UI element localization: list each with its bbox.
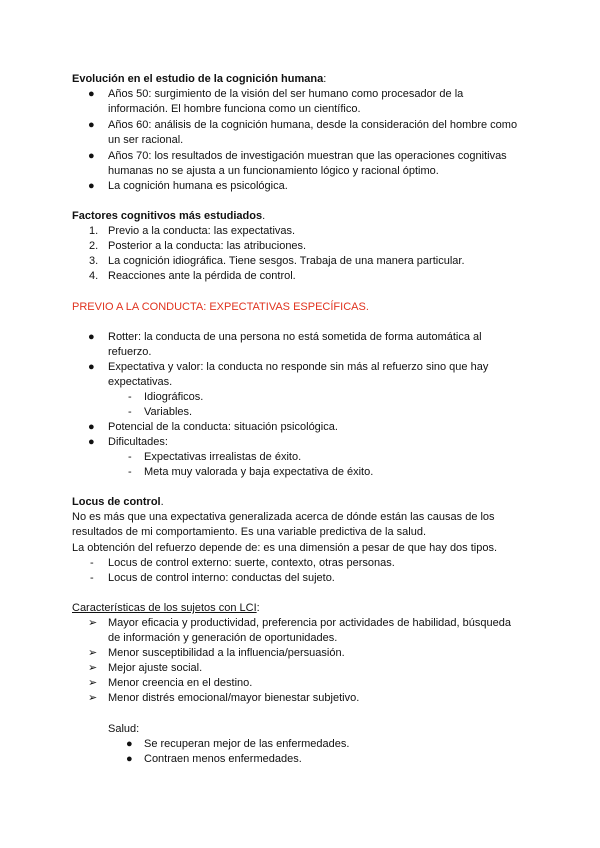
bullet-marker: ● — [88, 88, 95, 100]
list-item: Mayor eficacia y productividad, preferencia por actividades de habilidad, búsqueda — [108, 617, 511, 629]
dash-marker: - — [128, 451, 132, 463]
bullet-marker: ● — [88, 421, 95, 433]
bullet-marker: ● — [126, 738, 133, 750]
list-item: La cognición idiográfica. Tiene sesgos. Trabaja de una manera particular. — [108, 255, 465, 267]
sub-list-item: Contraen menos enfermedades. — [144, 753, 302, 765]
arrow-marker: ➢ — [88, 617, 98, 629]
list-item: Dificultades: — [108, 436, 168, 448]
list-item: Posterior a la conducta: las atribuciones. — [108, 240, 307, 252]
bullet-marker: ● — [88, 331, 95, 343]
salud-label: Salud: — [108, 723, 140, 735]
dash-marker: - — [128, 466, 132, 478]
section-heading-locus: Locus de control. — [72, 496, 164, 508]
list-item: Potencial de la conducta: situación psicológica. — [108, 421, 338, 433]
list-item: Años 50: surgimiento de la visión del ser humano como procesador de la — [108, 88, 464, 100]
list-item-continuation: de información y generación de oportunidades. — [108, 632, 338, 644]
dash-marker: - — [128, 406, 132, 418]
list-item-continuation: un ser racional. — [108, 134, 184, 146]
list-item: La cognición humana es psicológica. — [108, 180, 288, 192]
bullet-marker: ● — [88, 436, 95, 448]
sub-list-item: Variables. — [144, 406, 193, 418]
dash-marker: - — [128, 391, 132, 403]
dash-marker: - — [90, 557, 94, 569]
list-item: Rotter: la conducta de una persona no está sometida de forma automática al — [108, 331, 482, 343]
section-heading-previo: PREVIO A LA CONDUCTA: EXPECTATIVAS ESPECÍFICAS. — [72, 301, 369, 313]
section-heading-lci: Características de los sujetos con LCI: — [72, 602, 260, 614]
arrow-marker: ➢ — [88, 662, 98, 674]
paragraph-line: resultados de mi comportamiento. Es una variable predictiva de la salud. — [72, 526, 427, 538]
list-item: Mejor ajuste social. — [108, 662, 203, 674]
section-heading-evolucion: Evolución en el estudio de la cognición humana: — [72, 73, 327, 85]
arrow-marker: ➢ — [88, 677, 98, 689]
list-item: Expectativa y valor: la conducta no responde sin más al refuerzo sino que hay — [108, 361, 489, 373]
list-item: Reacciones ante la pérdida de control. — [108, 270, 296, 282]
number-marker: 4. — [89, 270, 99, 282]
bullet-marker: ● — [88, 361, 95, 373]
paragraph-line: No es más que una expectativa generalizada acerca de dónde están las causas de los — [72, 511, 495, 523]
sub-list-item: Expectativas irrealistas de éxito. — [144, 451, 302, 463]
list-item: Años 60: análisis de la cognición humana, desde la consideración del hombre como — [108, 119, 518, 131]
list-item-continuation: refuerzo. — [108, 346, 152, 358]
sub-list-item: Idiográficos. — [144, 391, 204, 403]
list-item: Menor distrés emocional/mayor bienestar subjetivo. — [108, 692, 360, 704]
dash-marker: - — [90, 572, 94, 584]
bullet-marker: ● — [126, 753, 133, 765]
list-item: Años 70: los resultados de investigación muestran que las operaciones cognitivas — [108, 150, 507, 162]
list-item-continuation: expectativas. — [108, 376, 173, 388]
list-item: Previo a la conducta: las expectativas. — [108, 225, 296, 237]
list-item: Locus de control externo: suerte, contexto, otras personas. — [108, 557, 395, 569]
list-item: Menor creencia en el destino. — [108, 677, 253, 689]
bullet-marker: ● — [88, 119, 95, 131]
list-item-continuation: humanas no se ajusta a un funcionamiento lógico y racional óptimo. — [108, 165, 439, 177]
list-item: Locus de control interno: conductas del sujeto. — [108, 572, 335, 584]
number-marker: 3. — [89, 255, 99, 267]
bullet-marker: ● — [88, 180, 95, 192]
arrow-marker: ➢ — [88, 647, 98, 659]
paragraph-line: La obtención del refuerzo depende de: es una dimensión a pesar de que hay dos tipos. — [72, 542, 498, 554]
number-marker: 2. — [89, 240, 99, 252]
list-item: Menor susceptibilidad a la influencia/persuasión. — [108, 647, 345, 659]
section-heading-factores: Factores cognitivos más estudiados. — [72, 210, 266, 222]
list-item-continuation: información. El hombre funciona como un científico. — [108, 103, 361, 115]
sub-list-item: Se recuperan mejor de las enfermedades. — [144, 738, 350, 750]
bullet-marker: ● — [88, 150, 95, 162]
sub-list-item: Meta muy valorada y baja expectativa de éxito. — [144, 466, 374, 478]
arrow-marker: ➢ — [88, 692, 98, 704]
number-marker: 1. — [89, 225, 99, 237]
